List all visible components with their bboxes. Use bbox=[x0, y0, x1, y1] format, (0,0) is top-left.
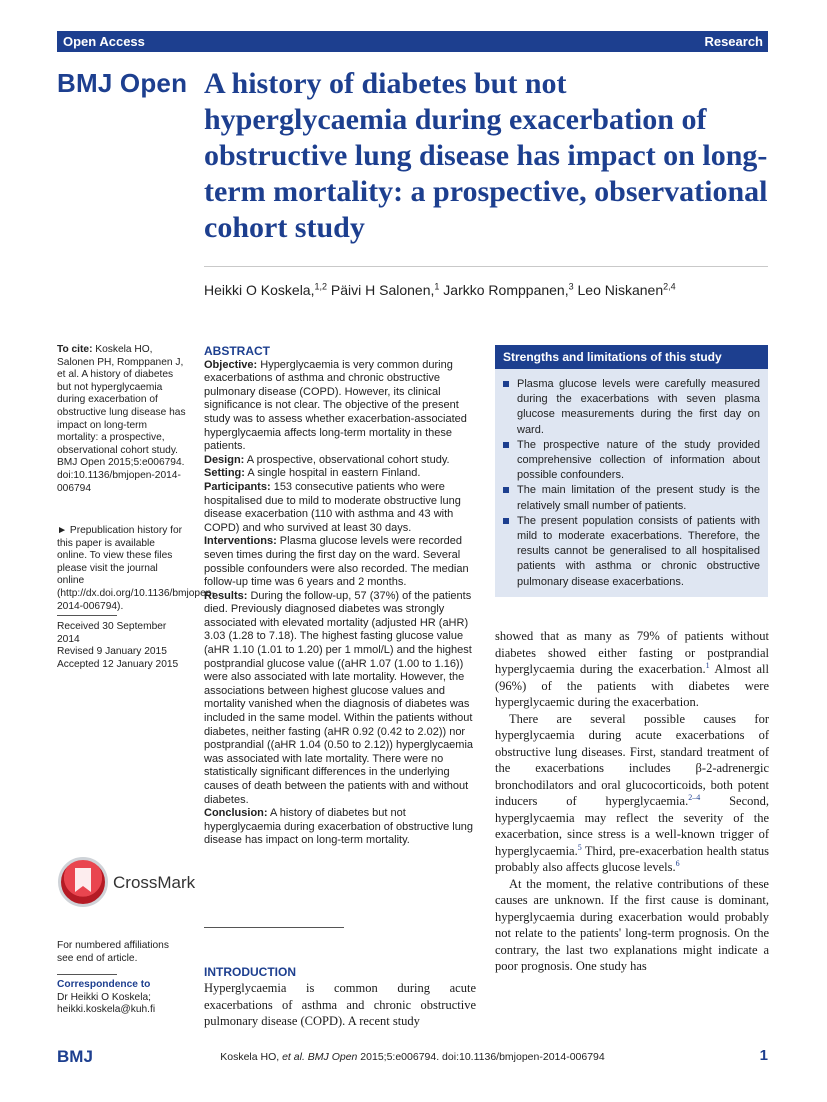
abstract-objective bbox=[204, 359, 476, 454]
footer-cite-journal: et al. BMJ Open bbox=[282, 1051, 358, 1063]
citation-block bbox=[57, 344, 187, 495]
strengths-list bbox=[495, 369, 768, 590]
body-paragraph bbox=[495, 711, 769, 876]
list-item: The present population consists of patients with mild to moderate exacerbations. Therefore, the results cannot be generalised to all hospitalised patients with asthma or chronic obstructive pulmonary disease exacerbations. bbox=[503, 514, 760, 590]
divider bbox=[204, 266, 768, 267]
abstract-setting bbox=[204, 467, 476, 481]
author-name: Heikki O Koskela, bbox=[204, 282, 315, 298]
reference-link[interactable]: 6 bbox=[675, 858, 680, 868]
header-bar bbox=[57, 31, 768, 52]
body-column bbox=[495, 628, 769, 975]
divider bbox=[204, 927, 344, 928]
author-list bbox=[204, 282, 676, 298]
revised-date: Revised 9 January 2015 bbox=[57, 646, 167, 658]
author-affiliation: 3 bbox=[568, 281, 574, 292]
reference-link[interactable]: 5 bbox=[577, 842, 582, 852]
design-text: A prospective, observational cohort study. bbox=[244, 453, 450, 466]
body-text: Second, hyperglycaemia may reflect the severity of the exacerbation, since stress is a well-known trigger of hyperglycaemia. bbox=[495, 794, 769, 858]
body-text: Almost all (96%) of the patients with diabetes were hyperglycaemic during the exacerbation. bbox=[495, 662, 769, 709]
footer-cite-authors: Koskela HO, bbox=[220, 1051, 283, 1063]
divider bbox=[57, 615, 117, 616]
affiliations-note: For numbered affiliations see end of article. bbox=[57, 940, 169, 964]
reference-link[interactable]: 2–4 bbox=[688, 792, 701, 802]
participants-text: 153 consecutive patients who were hospitalised due to mild to moderate obstructive lung disease exacerbation (110 with asthma and 43 with COPD) and who survived at least 30 days. bbox=[204, 480, 461, 534]
introduction-heading: INTRODUCTION bbox=[204, 965, 296, 979]
author-name: Päivi H Salonen, bbox=[327, 282, 435, 298]
abstract bbox=[204, 345, 476, 848]
crossmark-badge[interactable] bbox=[58, 855, 196, 911]
introduction-text: Hyperglycaemia is common during acute exacerbations of asthma and chronic obstructive pulmonary disease (COPD). A recent study bbox=[204, 981, 476, 1028]
abstract-results bbox=[204, 590, 476, 808]
author-name: Jarkko Romppanen, bbox=[439, 282, 569, 298]
author-name: Leo Niskanen bbox=[573, 282, 664, 298]
abstract-design bbox=[204, 454, 476, 468]
abstract-interventions bbox=[204, 535, 476, 589]
conclusion-text: A history of diabetes but not hyperglycaemia during exacerbation of obstructive lung disease has impact on long-term mortality. bbox=[204, 807, 474, 847]
abstract-conclusion bbox=[204, 807, 476, 848]
objective-text: Hyperglycaemia is very common during exacerbations of asthma and chronic obstructive pulmonary disease (COPD). However, its clinical significance is not clear. The objective of the present study was to assess whether exacerbation-associated hyperglycaemia affects long-term mortality in these patients. bbox=[204, 358, 467, 453]
journal-logo: BMJ Open bbox=[57, 68, 188, 98]
author-affiliation: 2,4 bbox=[663, 281, 676, 292]
correspondence-block bbox=[57, 974, 187, 1017]
page-footer bbox=[57, 1045, 768, 1067]
prepublication-link[interactable]: ► Prepublication history for this paper is available online. To view these files please visit the journal online (http://dx.doi.org/10.1136/bmjopen-2014-006794). bbox=[57, 525, 215, 612]
setting-text: A single hospital in eastern Finland. bbox=[244, 467, 421, 480]
received-date: Received 30 September 2014 bbox=[57, 621, 167, 645]
interventions-text: Plasma glucose levels were recorded seven times during the first day on the ward. Several possible confounders were also recorded. The median follow-up time was 6 years and 2 months. bbox=[204, 535, 469, 589]
article-title: A history of diabetes but not hyperglycaemia during exacerbation of obstructive lung disease has impact on long-term mortality: a prospective, observational cohort study bbox=[204, 67, 768, 244]
open-access-label: Open Access bbox=[63, 34, 145, 49]
strengths-box bbox=[495, 345, 768, 597]
accepted-date: Accepted 12 January 2015 bbox=[57, 658, 179, 670]
correspondence-label: Correspondence to bbox=[57, 979, 151, 990]
conclusion-label: Conclusion: bbox=[204, 807, 268, 820]
reference-link[interactable]: 1 bbox=[705, 660, 710, 670]
prepublication-note bbox=[57, 525, 215, 613]
strengths-heading: Strengths and limitations of this study bbox=[495, 345, 768, 369]
footer-logo: BMJ bbox=[57, 1047, 93, 1066]
interventions-label: Interventions: bbox=[204, 535, 277, 548]
abstract-heading: ABSTRACT bbox=[204, 344, 270, 358]
design-label: Design: bbox=[204, 453, 245, 466]
body-paragraph bbox=[495, 628, 769, 711]
correspondence-email[interactable]: heikki.koskela@kuh.fi bbox=[57, 1004, 156, 1016]
list-item: Plasma glucose levels were carefully measured during the exacerbations with seven plasma glucose measurements during the first day on ward. bbox=[503, 377, 760, 438]
setting-label: Setting: bbox=[204, 467, 245, 480]
cite-label: To cite: bbox=[57, 344, 93, 355]
body-text: There are several possible causes for hyperglycaemia during acute exacerbations of obstructive lung diseases. First, standard treatment of the exacerbations includes β-2-adrenergic bronchodilators and oral glucocorticoids, both potent inducers of hyperglycaemia. bbox=[495, 711, 769, 808]
crossmark-label: CrossMark bbox=[113, 873, 196, 892]
correspondence-name: Dr Heikki O Koskela; bbox=[57, 991, 151, 1003]
abstract-participants bbox=[204, 481, 476, 535]
body-text: Third, pre-exacerbation health status probably also affects glucose levels. bbox=[495, 843, 769, 874]
objective-label: Objective: bbox=[204, 358, 258, 371]
dates-block bbox=[57, 615, 187, 671]
list-item: The prospective nature of the study provided comprehensive collection of information about possible confounders. bbox=[503, 438, 760, 484]
cite-text: Koskela HO, Salonen PH, Romppanen J, et al. A history of diabetes but not hyperglycaemia during exacerbation of obstructive lung disease has impact on long-term mortality: a prospective, observational cohort study. BMJ Open 2015;5:e006794. doi:10.1136/bmjopen-2014-006794 bbox=[57, 344, 186, 494]
results-label: Results: bbox=[204, 589, 248, 602]
author-affiliation: 1 bbox=[434, 281, 440, 292]
page-number: 1 bbox=[759, 1047, 768, 1064]
body-paragraph: At the moment, the relative contributions of these causes are unknown. If the first cause is dominant, hyperglycaemia during exacerbation would probably not relate to the patients' long-term prognosis. On the contrary, the last two explanations might indicate a poor prognosis. One study has bbox=[495, 876, 769, 973]
list-item: The main limitation of the present study is the relatively small number of patients. bbox=[503, 483, 760, 513]
divider bbox=[57, 974, 117, 975]
footer-cite-doi: 2015;5:e006794. doi:10.1136/bmjopen-2014-006794 bbox=[357, 1051, 605, 1063]
results-text: During the follow-up, 57 (37%) of the patients died. Previously diagnosed diabetes was strongly associated with elevated mortality (adjusted HR (aHR) 3.03 (1.28 to 7.18). The highest fasting glucose value (aHR 1.10 (1.01 to 1.20) per 1 mmol/L) and the highest postprandial glucose value ((aHR 1.07 (1.00 to 1.16)) were also associated with late mortality. However, the associations between highest glucose values and mortality vanished when the diagnosis of diabetes was included in the same model. Within the patients without diabetes, neither fasting (aHR 0.92 (0.42 to 2.02)) nor postprandial ((aHR 1.04 (0.50 to 2.12)) hyperglycaemia was associated with late mortality. There were no statistically significant differences in the underlying causes of death between the patients with and without diabetes. bbox=[204, 589, 474, 806]
footer-citation bbox=[57, 1051, 768, 1063]
author-affiliation: 1,2 bbox=[314, 281, 327, 292]
article-type-label: Research bbox=[704, 34, 763, 49]
body-text: showed that as many as 79% of patients without diabetes showed either fasting or postprandial hyperglycaemia during the exacerbation. bbox=[495, 629, 769, 676]
participants-label: Participants: bbox=[204, 480, 271, 493]
